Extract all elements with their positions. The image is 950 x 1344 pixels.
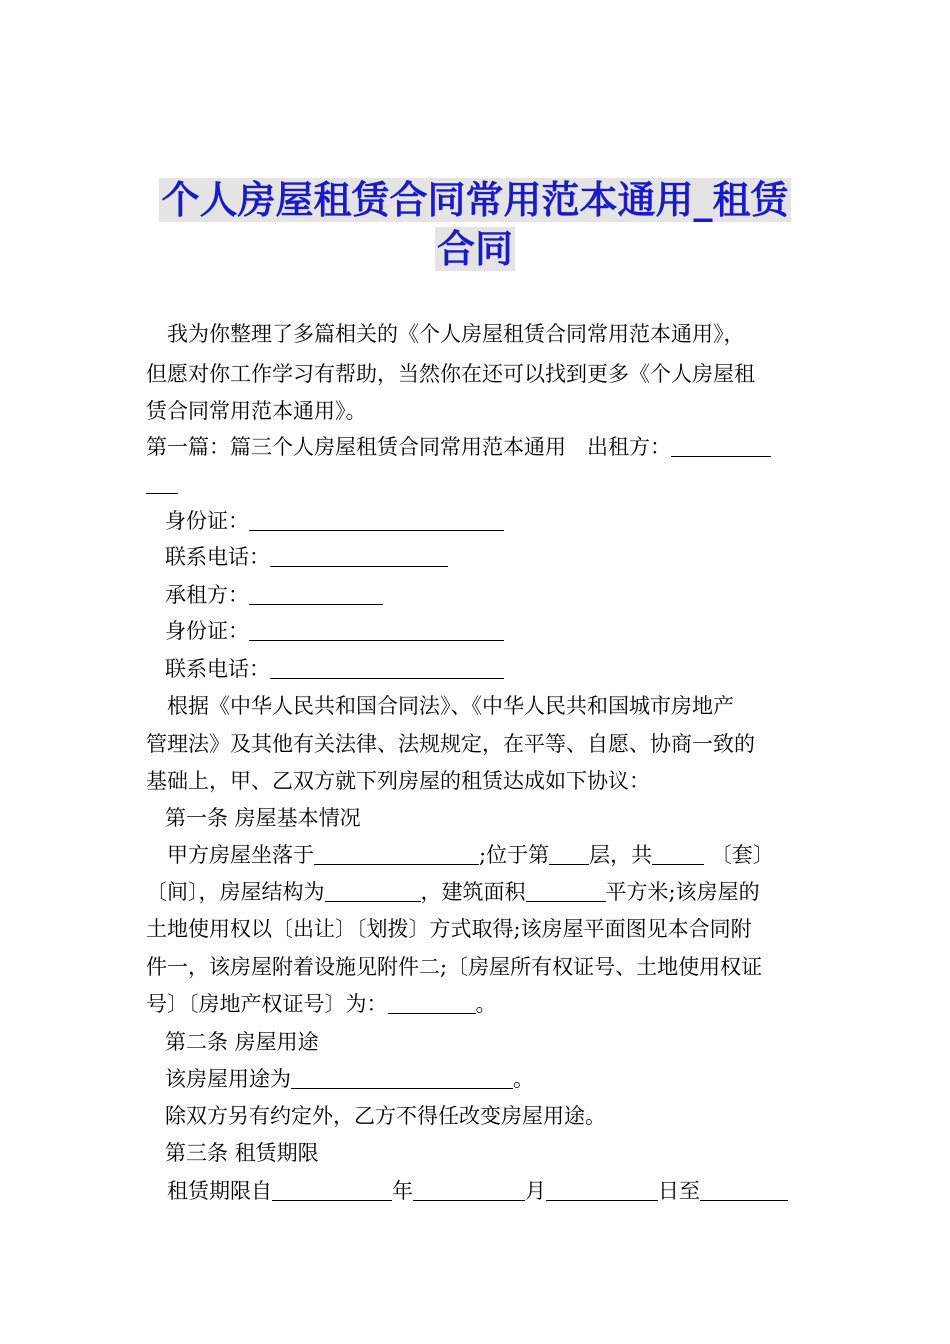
total-label: 层，共 [589, 843, 653, 867]
basis-line-1: 根据《中华人民共和国合同法》、《中华人民共和国城市房地产 [167, 694, 734, 718]
lessee-phone-field [165, 655, 504, 683]
title-line-1 [0, 176, 950, 224]
lessor-phone-label: 联系电话： [165, 545, 270, 569]
term-year-label: 年 [392, 1179, 413, 1203]
intro-line-3: 赁合同常用范本通用》。 [146, 399, 367, 423]
area-unit-label: 平方米;该房屋的 [605, 880, 760, 904]
lessee-id-field [165, 617, 504, 645]
lessor-id-field [165, 507, 504, 535]
lessee-blank [249, 584, 383, 605]
article-1-heading: 第一条 房屋基本情况 [165, 806, 361, 830]
structure-label: 〔间〕，房屋结构为 [146, 880, 325, 904]
lessor-id-label: 身份证： [165, 509, 249, 533]
article-3-heading: 第三条 租赁期限 [165, 1141, 319, 1165]
intro-line-2: 但愿对你工作学习有帮助，当然你在还可以找到更多《个人房屋租 [146, 362, 755, 386]
article-1-line-2 [146, 878, 760, 906]
lessee-phone-blank [270, 658, 504, 679]
title-text-2: 合同 [436, 227, 513, 271]
certificate-period: 。 [475, 992, 497, 1016]
intro-line-1: 我为你整理了多篇相关的《个人房屋租赁合同常用范本通用》， [167, 322, 745, 346]
term-month-blank [413, 1180, 525, 1201]
usage-label: 该房屋用途为 [165, 1067, 291, 1091]
floor-blank [549, 844, 589, 865]
lessee-field [165, 581, 383, 609]
lessee-id-label: 身份证： [165, 619, 249, 643]
certificate-blank [388, 993, 476, 1014]
lessor-id-blank [249, 510, 504, 531]
article-2-line-1 [165, 1065, 534, 1093]
article-2-heading: 第二条 房屋用途 [165, 1030, 319, 1054]
lessor-phone-blank [270, 546, 448, 567]
floor-label: ;位于第 [479, 843, 550, 867]
certificate-label: 号〕〔房地产权证号〕为： [146, 992, 388, 1016]
article-1-line-3: 土地使用权以〔出让〕〔划拨〕方式取得;该房屋平面图见本合同附 [146, 917, 752, 941]
title-text-1: 个人房屋租赁合同常用范本通用_租赁 [161, 178, 789, 222]
article-1-line-4: 件一，该房屋附着设施见附件二;〔房屋所有权证号、土地使用权证 [146, 955, 763, 979]
article-1-line-5 [146, 990, 497, 1018]
total-blank [652, 844, 704, 865]
title-line-2 [0, 225, 950, 273]
location-blank [314, 844, 479, 865]
chapter-heading [146, 433, 771, 461]
unit-set-label: 〔套〕 [710, 843, 774, 867]
lessor-blank-tail [146, 473, 178, 494]
term-from-label: 租赁期限自 [167, 1179, 272, 1203]
usage-blank [291, 1068, 513, 1089]
basis-line-2: 管理法》及其他有关法律、法规规定，在平等、自愿、协商一致的 [146, 732, 755, 756]
term-to-label: 日至 [658, 1179, 700, 1203]
lessee-phone-label: 联系电话： [165, 657, 270, 681]
chapter-heading-text: 第一篇：篇三个人房屋租赁合同常用范本通用 出租方： [146, 435, 671, 459]
lessee-id-blank [249, 620, 504, 641]
location-label: 甲方房屋坐落于 [167, 843, 314, 867]
term-day-blank [546, 1180, 658, 1201]
lessor-phone-field [165, 543, 448, 571]
usage-period: 。 [513, 1067, 534, 1091]
term-month-label: 月 [525, 1179, 546, 1203]
article-2-line-2: 除双方另有约定外，乙方不得任改变房屋用途。 [165, 1104, 606, 1128]
lessee-label: 承租方： [165, 583, 249, 607]
term-year-blank [272, 1180, 392, 1201]
term-end-blank [700, 1180, 788, 1201]
structure-blank [325, 881, 421, 902]
article-1-line-1 [167, 841, 774, 869]
basis-line-3: 基础上，甲、乙双方就下列房屋的租赁达成如下协议： [146, 769, 650, 793]
area-blank [526, 881, 606, 902]
lessor-blank [671, 436, 771, 457]
lessor-blank-continued [146, 470, 178, 498]
area-label: ，建筑面积 [420, 880, 526, 904]
article-3-line-1 [167, 1177, 788, 1205]
